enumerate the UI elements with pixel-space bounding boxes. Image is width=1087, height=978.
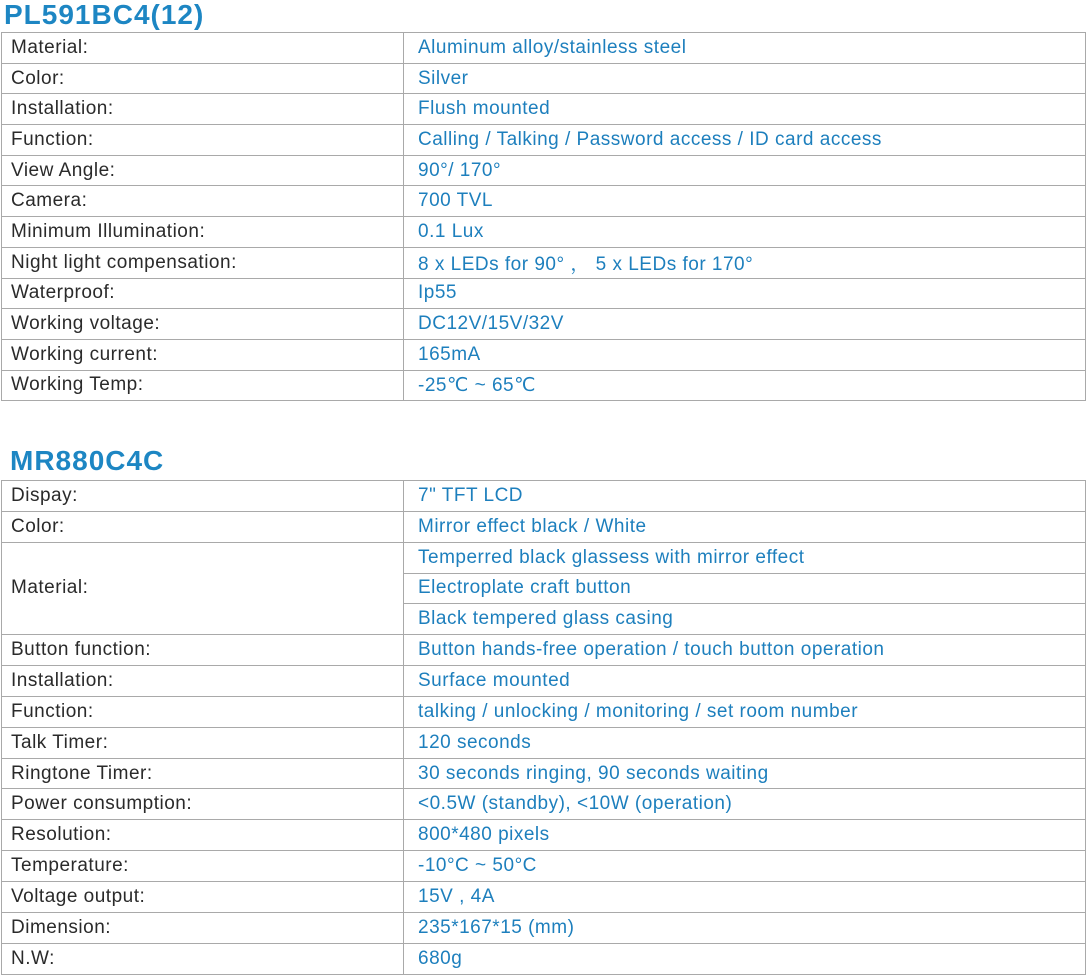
spec-value: 800*480 pixels [404,820,1086,851]
spec-row [2,820,1086,851]
spec-row [2,881,1086,912]
spec-value: 15V , 4A [404,881,1086,912]
spec-value: Surface mounted [404,666,1086,697]
spec-row [2,758,1086,789]
spec-row [2,696,1086,727]
spec-value: Flush mounted [404,94,1086,125]
spec-label: Working current: [2,339,404,370]
spec-table-pl591bc4 [1,32,1086,401]
spec-row-color [2,511,1086,542]
spec-label: Installation: [2,94,404,125]
spec-value: 7" TFT LCD [404,481,1086,512]
spec-value: 90°/ 170° [404,155,1086,186]
spec-value: 0.1 Lux [404,217,1086,248]
spec-row [2,851,1086,882]
spec-label: Function: [2,125,404,156]
spec-label: Color: [2,63,404,94]
spec-row [2,155,1086,186]
spec-value: -10°C ~ 50°C [404,851,1086,882]
spec-value: 165mA [404,339,1086,370]
spec-label: Night light compensation: [2,247,404,278]
spec-row [2,912,1086,943]
spec-label: Material: [2,542,404,635]
spec-label: Material: [2,33,404,64]
spec-value: 235*167*15 (mm) [404,912,1086,943]
spec-value: talking / unlocking / monitoring / set room number [404,696,1086,727]
spec-value: 700 TVL [404,186,1086,217]
spec-row [2,727,1086,758]
spec-label: Working Temp: [2,370,404,401]
spec-row [2,370,1086,401]
spec-label: Working voltage: [2,309,404,340]
spec-label: Installation: [2,666,404,697]
spec-row [2,339,1086,370]
spec-value: Ip55 [404,278,1086,309]
spec-row [2,309,1086,340]
spec-value: Electroplate craft button [404,573,1086,604]
spec-value: Button hands-free operation / touch button operation [404,635,1086,666]
spec-value: -25℃ ~ 65℃ [404,370,1086,401]
spec-label: Dimension: [2,912,404,943]
spec-value: Mirror effect black / White [404,511,1086,542]
spec-row [2,63,1086,94]
spec-label: Waterproof: [2,278,404,309]
spec-label: Color: [2,511,404,542]
spec-value: <0.5W (standby), <10W (operation) [404,789,1086,820]
spec-label: N.W: [2,943,404,974]
spec-label: Function: [2,696,404,727]
spec-row-display [2,481,1086,512]
spec-row [2,186,1086,217]
spec-value: Calling / Talking / Password access / ID card access [404,125,1086,156]
spec-label: Dispay: [2,481,404,512]
product-title-pl591bc4: PL591BC4(12) [4,0,205,30]
spec-row [2,635,1086,666]
spec-table-mr880c4c [1,480,1086,975]
spec-value: Temperred black glassess with mirror effect [404,542,1086,573]
spec-value: 30 seconds ringing, 90 seconds waiting [404,758,1086,789]
spec-label: Temperature: [2,851,404,882]
product-title-mr880c4c: MR880C4C [10,445,165,476]
spec-value: Aluminum alloy/stainless steel [404,33,1086,64]
spec-row-material [2,542,1086,573]
spec-label: Power consumption: [2,789,404,820]
spec-row [2,94,1086,125]
spec-row [2,125,1086,156]
spec-row [2,278,1086,309]
spec-value: DC12V/15V/32V [404,309,1086,340]
spec-row [2,217,1086,248]
spec-value: 120 seconds [404,727,1086,758]
spec-row [2,33,1086,64]
spec-label: Camera: [2,186,404,217]
spec-label: View Angle: [2,155,404,186]
spec-row [2,247,1086,278]
spec-label: Resolution: [2,820,404,851]
spec-label: Talk Timer: [2,727,404,758]
spec-value: Black tempered glass casing [404,604,1086,635]
spec-value: 8 x LEDs for 90° ， 5 x LEDs for 170° [404,247,1086,278]
spec-label: Voltage output: [2,881,404,912]
spec-label: Button function: [2,635,404,666]
spec-row [2,943,1086,974]
spec-row [2,789,1086,820]
spec-row [2,666,1086,697]
spec-value: 680g [404,943,1086,974]
spec-label: Ringtone Timer: [2,758,404,789]
spec-value: Silver [404,63,1086,94]
spec-label: Minimum Illumination: [2,217,404,248]
